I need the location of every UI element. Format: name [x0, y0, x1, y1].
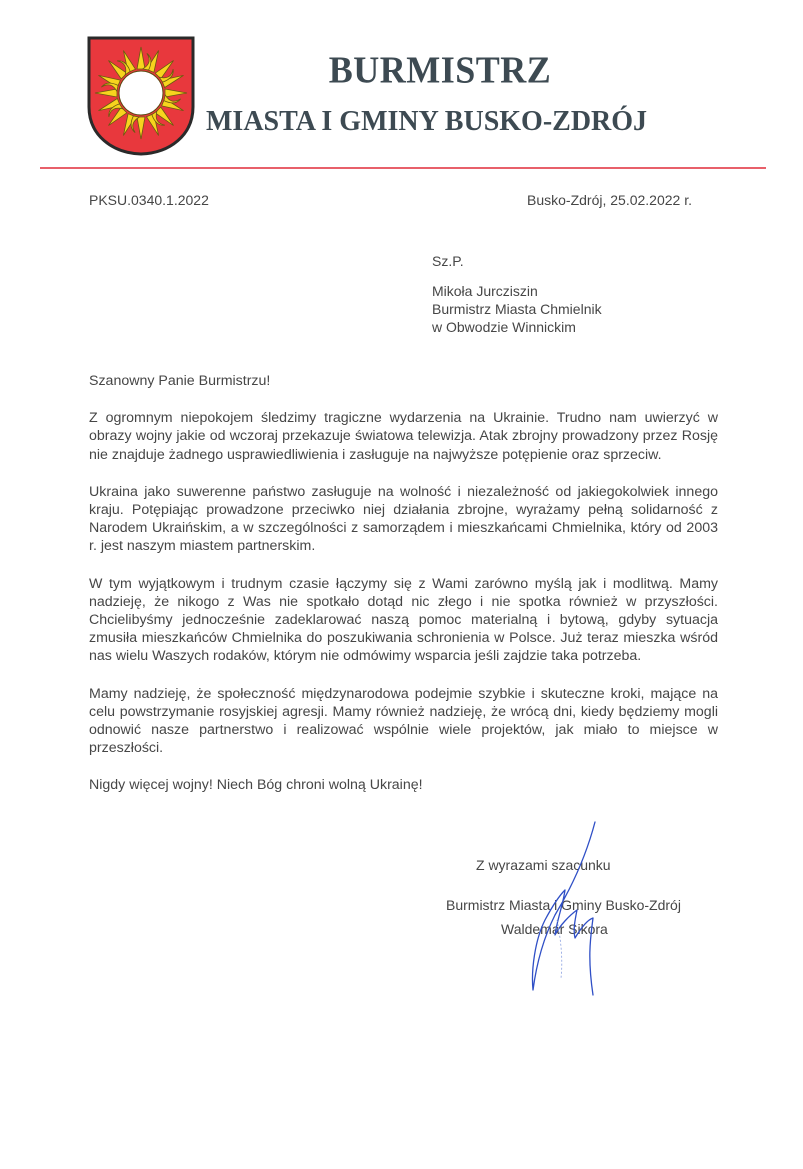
- letter-paragraph: Mamy nadzieję, że społeczność międzynarodowa podejmie szybkie i skuteczne kroki, mające na celu powstrzymanie rosyjskiej agresji. Mamy również nadzieję, że wrócą dni, kiedy będziemy mogli odnowić nasze partnerstwo i realizować wspólnie wiele projektów, jak miało to miejsce w przeszłości.: [89, 685, 718, 757]
- recipient-honorific: Sz.P.: [432, 253, 464, 269]
- letter-paragraph: W tym wyjątkowym i trudnym czasie łączymy się z Wami zarówno myślą jak i modlitwą. Mamy nadzieję, że nikogo z Was nie spotkało dotąd nic złego i nie spotka również w przyszłości. Chcielibyśmy jednocześnie zadeklarować naszą pomoc materialną i bytową, gdyby sytuacja zmusiła mieszkańców Chmielnika do poszukiwania schronienia w Polsce. Już teraz mieszka wśród nas wielu Waszych rodaków, którym nie odmówimy wsparcia jeśli zajdzie taka potrzeba.: [89, 575, 718, 665]
- place-date: Busko-Zdrój, 25.02.2022 r.: [527, 192, 692, 208]
- letter-paragraph: Z ogromnym niepokojem śledzimy tragiczne wydarzenia na Ukrainie. Trudno nam uwierzyć w obrazy wojny jakie od wczoraj przekazuje światowa telewizja. Atak zbrojny prowadzony przez Rosję nie znajduje żadnego usprawiedliwienia i zasługuje na najwyższe potępienie oraz sprzeciw.: [89, 410, 718, 463]
- letter-closing-exclamation: Nigdy więcej wojny! Niech Bóg chroni wolną Ukrainę!: [89, 777, 423, 794]
- signatory-name: Waldemar Sikora: [501, 921, 608, 937]
- recipient-block: [432, 252, 602, 336]
- letter-paragraph: Ukraina jako suwerenne państwo zasługuje na wolność i niezależność od jakiegokolwiek innego kraju. Potępiając prowadzone przeciwko niej działania zbrojne, wyrażamy pełną solidarność z Narodem Ukraińskim, a w szczególności z samorządem i mieszkańcami Chmielnika, który od 2003 r. jest naszym miastem partnerskim.: [89, 483, 718, 555]
- reference-number: PKSU.0340.1.2022: [89, 192, 209, 208]
- letter-body: [89, 372, 718, 814]
- recipient-position: Burmistrz Miasta Chmielnik: [432, 301, 602, 317]
- closing-phrase: Z wyrazami szacunku: [476, 857, 611, 873]
- letterhead-title: BURMISTRZ: [328, 49, 552, 92]
- header-divider: [40, 167, 766, 169]
- letter-greeting: Szanowny Panie Burmistrzu!: [89, 373, 271, 389]
- recipient-name: Mikoła Jurcziszin: [432, 283, 538, 299]
- signatory-title: Burmistrz Miasta i Gminy Busko-Zdrój: [446, 897, 681, 913]
- letterhead-subtitle: MIASTA I GMINY BUSKO-ZDRÓJ: [206, 106, 648, 137]
- recipient-location: w Obwodzie Winnickim: [432, 319, 576, 335]
- coat-of-arms-sun-icon: [86, 35, 196, 157]
